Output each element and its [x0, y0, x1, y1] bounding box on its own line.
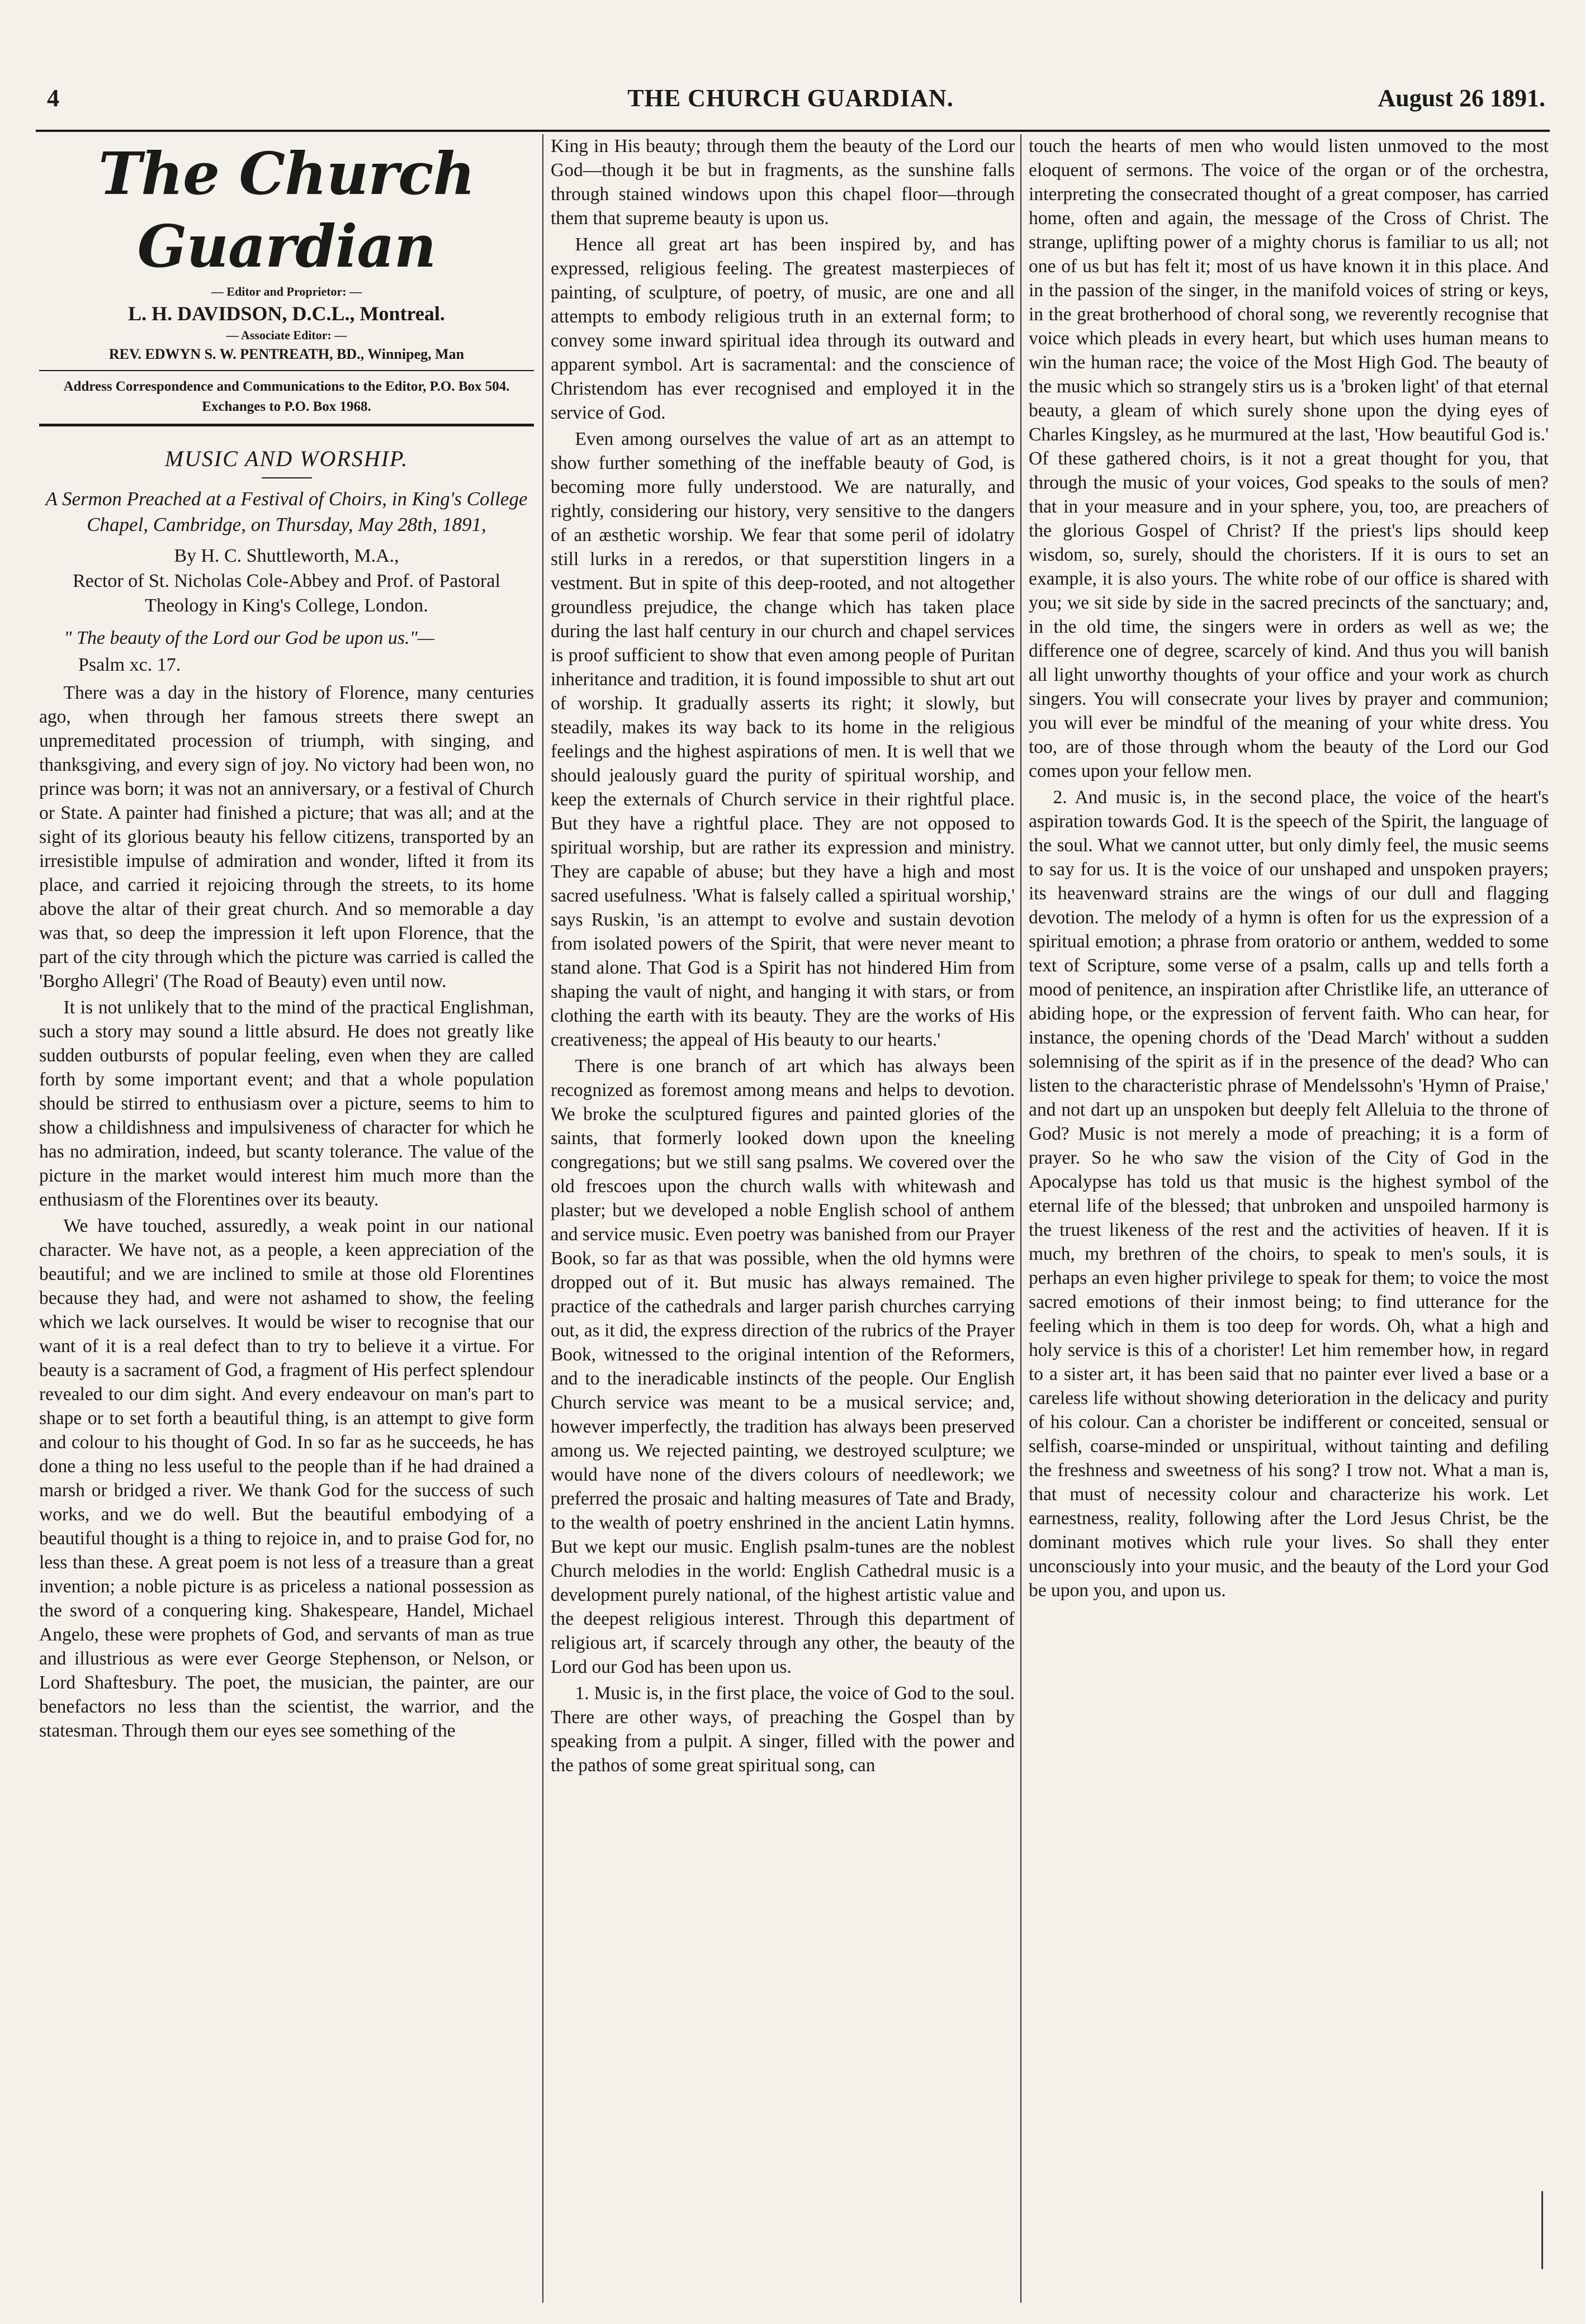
article-subtitle: A Sermon Preached at a Festival of Choirs, in King's College Chapel, Cambridge, on Thursday, May 28th, 1891,	[45, 488, 528, 535]
paragraph: 2. And music is, in the second place, the voice of the heart's aspiration towards God. It is the speech of the Spirit, the language of the soul. What we cannot utter, but only dimly feel, the music seems to say for us. It is the voice of our unshaped and unspoken prayers; its heavenward strains are the wings of our dull and flagging devotion. The melody of a hymn is often for us the expression of a spiritual emotion; a phrase from oratorio or anthem, wedded to some text of Scripture, some verse of a psalm, calls up and tells forth a mood of penitence, an inspiration after Christlike life, an utterance of abiding hope, or the expression of fervent faith. Who can hear, for instance, the opening chords of the 'Dead March' without a sudden solemnising of the spirit as if in the presence of the dead? Who can listen to the characteristic phrase of Mendelssohn's 'Hymn of Praise,' and not dart up an unspoken but deeply felt Alleluia to the throne of God? Music is not merely a mode of preaching; it is a form of prayer. So he who saw the vision of the City of God in the Apocalypse has told us that music is the highest symbol of the eternal life of the blessed; that unbroken and unspoiled harmony is the truest likeness of the rest and the activities of heaven. If it is much, my brethren of the choirs, to speak to men's souls, it is perhaps an even higher privilege to speak for them; to voice the most sacred emotions of their inmost being; to find utterance for the feeling which in them is too deep for words. Oh, what a high and holy service is this of a chorister! Let him remember how, in regard to a sister art, it has been said that no painter ever lived a base or a careless life without showing deterioration in the delicacy and purity of his colour. Can a chorister be indifferent or conceited, sensual or selfish, coarse-minded or unspiritual, without tainting and defiling the freshness and sweetness of his song? I trow not. What a man is, that must of necessity colour and characterize his work. Let earnestness, reality, following after the Lord Jesus Christ, be the dominant motives which rule your lives. So shall they enter unconsciously into your music, and the beauty of the Lord your God be upon you, and upon us.	[1029, 787, 1549, 1601]
title-rule	[262, 477, 312, 478]
column-1	[39, 134, 534, 2303]
column-divider	[1020, 134, 1021, 2303]
paragraph: 1. Music is, in the first place, the voice of God to the soul. There are other ways, of preaching the Gospel than by speaking from a pulpit. A singer, filled with the power and the pathos of some great spiritual song, can	[551, 1683, 1015, 1776]
column-2	[551, 134, 1015, 2303]
paragraph: Hence all great art has been inspired by, and has expressed, religious feeling. The greatest masterpieces of painting, of sculpture, of poetry, of music, are one and all attempts to embody religious truth in an external form; to convey some inward spiritual idea through its outward and apparent symbol. Art is sacramental: and the conscience of Christendom has ever recognised and employed it in the service of God.	[551, 234, 1015, 423]
masthead-rule	[39, 370, 534, 371]
paragraph: touch the hearts of men who would listen unmoved to the most eloquent of sermons. The voice of the organ or of the orchestra, interpreting the consecrated thought of a great composer, has carried home, often and again, the message of the Cross of Christ. The strange, uplifting power of a mighty chorus is familiar to us all; not one of us but has felt it; most of us have known it in this place. And in the passion of the singer, in the manifold voices of string or keys, in the great brotherhood of choral song, we reverently recognise that voice which pleads in every heart, but which uses human means to win the human race; the voice of the Most High God. The beauty of the music which so strangely stirs us is a 'broken light' of that eternal beauty, a gleam of which surely shone upon the dying eyes of Charles Kingsley, as he murmured at the last, 'How beautiful God is.' Of these gathered choirs, is it not a great thought for you, that through the music of your voices, God speaks to the souls of men? that in your measure and in your sphere, you, too, are preachers of the glorious Gospel of Christ? If the priest's lips should keep wisdom, so, surely, should the choristers. If it is ours to set an example, it is also yours. The white robe of our office is shared with you; we sit side by side in the sacred precincts of the sanctuary; and, in the old time, the singers were in orders as well as we; the difference one of degree, scarcely of kind. And thus you will banish all light unworthy thoughts of your office and your work as church singers. You will consecrate your lives by prayer and communion; you will ever be mindful of the meaning of your white dress. You too, are of those through whom the beauty of the Lord our God comes upon your fellow men.	[1029, 136, 1549, 781]
column-3	[1029, 134, 1549, 2303]
column-divider	[542, 134, 543, 2303]
issue-date: August 26 1891.	[1378, 84, 1545, 112]
page-header	[36, 84, 1545, 129]
paragraph: There was a day in the history of Florence, many centuries ago, when through her famous streets there swept an unpremeditated procession of triumph, with singing, and thanksgiving, and every sign of joy. No victory had been won, no prince was born; it was not an anniversary, or a festival of Church or State. A painter had finished a picture; that was all; and at the sight of its glorious beauty his fellow citizens, transported by an irresistible impulse of admiration and wonder, lifted it from its place, and carried it rejoicing through the streets, to its home above the altar of their great church. And so memorable a day was that, so deep the impression it left upon Florence, that the part of the city through which the picture was carried is called the 'Borgho Allegri' (The Road of Beauty) even until now.	[39, 682, 534, 992]
epigraph: " The beauty of the Lord our God be upon us."—	[64, 628, 435, 648]
paragraph: There is one branch of art which has always been recognized as foremost among means and helps to devotion. We broke the sculptured figures and painted glories of the saints, that formerly looked down upon the kneeling congregations; but we still sang psalms. We covered over the old frescoes upon the church walls with whitewash and plaster; but we developed a noble English school of anthem and service music. Even poetry was banished from our Prayer Book, so far as that was possible, when the old hymns were dropped out of it. But music has always remained. The practice of the cathedrals and larger parish churches carrying out, as it did, the express direction of the rubrics of the Prayer Book, witnessed to the original intention of the Reformers, and to the ineradicable instincts of the people. Our English Church service was meant to be a musical service; and, however imperfectly, the tradition has always been preserved among us. We rejected painting, we destroyed sculpture; we would have none of the divers colours of needlework; we preferred the prosaic and halting measures of Tate and Brady, to the wealth of poetry enshrined in the ancient Latin hymns. But we kept our music. English psalm-tunes are the noblest Church melodies in the world: English Cathedral music is a development purely national, of the highest artistic value and the deepest religious interest. Through this department of religious art, if scarcely through any other, the beauty of the Lord our God has been upon us.	[551, 1056, 1015, 1677]
masthead-title: The Church Guardian	[98, 139, 475, 281]
associate-label: — Associate Editor: —	[226, 328, 347, 342]
paragraph: Even among ourselves the value of art as an attempt to show further something of the ineffable beauty of God, is becoming more fully understood. We are naturally, and rightly, considering our history, very sensitive to the dangers of an æsthetic worship. We fear that some peril of idolatry still lurks in a reredos, or that superstition lingers in a vestment. But in spite of this deep-rooted, and not altogether groundless prejudice, the change which has taken place during the last half century in our church and chapel services is proof sufficient to show that even among people of Puritan inheritance and tradition, it is found impossible to shut art out of worship. It gradually asserts its right; it slowly, but steadily, makes its way back to its home in the religious feelings and the highest aspirations of men. It is well that we should jealously guard the purity of spiritual worship, and keep the externals of Church service in their rightful place. But they have a rightful place. They are not opposed to spiritual worship, but are rather its expression and ministry. They are capable of abuse; but they have a high and most sacred usefulness. 'What is falsely called a spiritual worship,' says Ruskin, 'is an attempt to evolve and sustain devotion from isolated powers of the Spirit, that were never meant to stand alone. That God is a Spirit has not hindered Him from shaping the vault of night, and hanging it with stars, or from clothing the earth with its beauty. They are the works of His creativeness; the appeal of His beauty to our hearts.'	[551, 429, 1015, 1050]
page-number: 4	[47, 84, 59, 112]
author-affiliation: Rector of St. Nicholas Cole-Abbey and Prof. of Pastoral Theology in King's College, London.	[73, 571, 500, 616]
article-byline: By H. C. Shuttleworth, M.A.,	[174, 546, 399, 566]
associate-name: REV. EDWYN S. W. PENTREATH, BD., Winnipeg, Man	[108, 346, 465, 362]
paragraph: It is not unlikely that to the mind of the practical Englishman, such a story may sound a little absurd. He does not greatly like sudden outbursts of popular feeling, even when they are called forth by some important event; and that a whole population should be stirred to enthusiasm over a picture, seems to him to show a childishness and impulsiveness of character for which he has no admiration, indeed, but scanty tolerance. The value of the picture in the market would interest him much more than the enthusiasm of the Florentines over its beauty.	[39, 997, 534, 1210]
paper-title: THE CHURCH GUARDIAN.	[627, 84, 954, 112]
editor-label: — Editor and Proprietor: —	[211, 284, 362, 298]
paragraph: We have touched, assuredly, a weak point in our national character. We have not, as a people, a keen appreciation of the beautiful; and we are inclined to smile at those old Florentines because they had, and were not ashamed to show, the feeling which we lack ourselves. It would be wiser to recognise that our want of it is a real defect than to try to believe it a virtue. For beauty is a sacrament of God, a fragment of His perfect splendour revealed to our dim sight. And every endeavour on man's part to shape or to set forth a beautiful thing, is an attempt to give form and colour to his thought of God. In so far as he succeeds, he has done a thing no less useful to the people than if he had drained a marsh or bridged a river. We thank God for the success of such works, and we do well. But the beautiful embodying of a beautiful thought is a thing to rejoice in, and to praise God for, no less than these. A great poem is not less of a treasure than a great invention; a noble picture is as priceless a national possession as the sword of a conquering king. Shakespeare, Handel, Michael Angelo, these were prophets of God, and servants of man as true and illustrious as were ever George Stephenson, or Nelson, or Lord Shaftesbury. The poet, the musician, the painter, are our benefactors no less than the scientist, the warrior, and the statesman. Through them our eyes see something of the	[39, 1216, 534, 1741]
editor-name: L. H. DAVIDSON, D.C.L., Montreal.	[128, 302, 445, 325]
margin-pencil-mark	[1541, 2191, 1543, 2269]
article-title: MUSIC AND WORSHIP.	[164, 446, 409, 471]
paragraph: King in His beauty; through them the beauty of the Lord our God—though it be but in fragments, as the sunshine falls through stained windows upon this chapel floor—through them that supreme beauty is upon us.	[551, 136, 1015, 229]
epigraph-reference: Psalm xc. 17.	[78, 654, 181, 675]
masthead-rule-bottom	[39, 424, 534, 426]
header-rule	[36, 130, 1550, 132]
address-notice: Address Correspondence and Communications to the Editor, P.O. Box 504. Exchanges to P.O. Box 1968.	[63, 379, 510, 414]
